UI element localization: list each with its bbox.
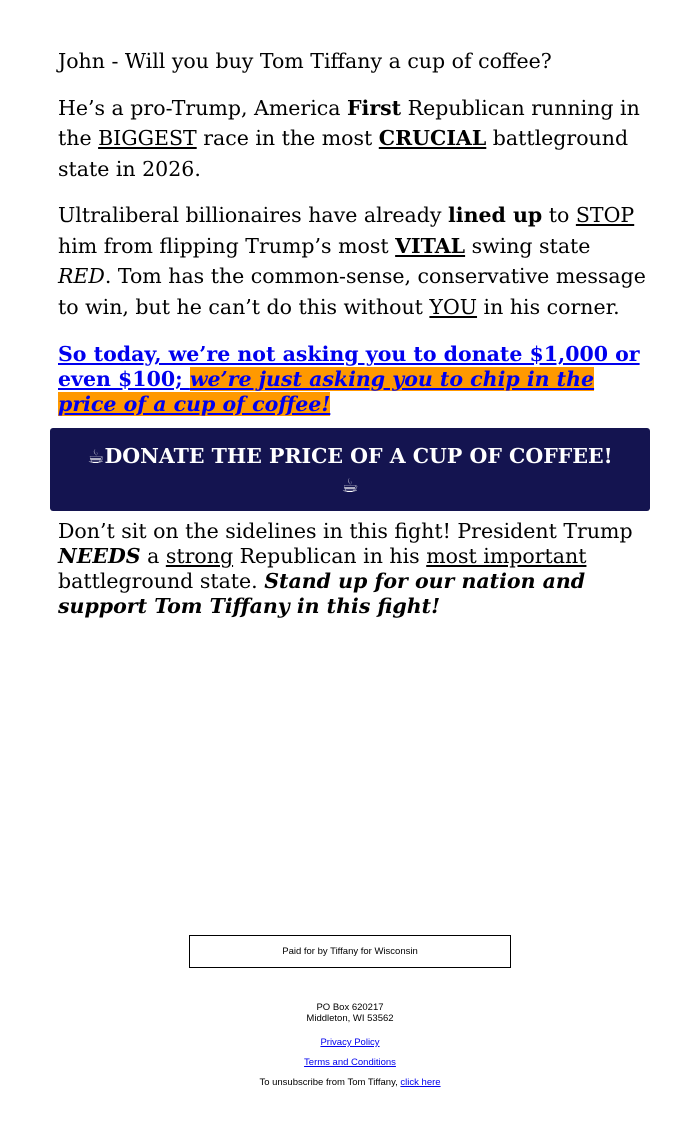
paid-for-disclaimer: Paid for by Tiffany for Wisconsin bbox=[189, 935, 511, 968]
closing-text-1: Don’t sit on the sidelines in this fight! President Trump bbox=[58, 519, 633, 543]
unsubscribe-row bbox=[0, 1077, 700, 1088]
p1-first: First bbox=[346, 95, 402, 120]
greeting: John - Will you buy Tom Tiffany a cup of coffee? bbox=[58, 49, 552, 73]
closing-paragraph bbox=[58, 519, 648, 619]
coffee-ask-link[interactable] bbox=[58, 342, 648, 417]
p2-stop: STOP bbox=[575, 203, 635, 227]
closing-text-2: a bbox=[140, 544, 166, 568]
p2-text-2: to bbox=[542, 203, 576, 227]
p2-text-3: him from flipping Trump’s most bbox=[58, 233, 396, 258]
terms-row bbox=[0, 1057, 700, 1068]
p2-text-4: swing state bbox=[465, 233, 591, 258]
closing-most-important: most important bbox=[426, 544, 587, 568]
p2-lined-up: lined up bbox=[448, 203, 543, 227]
unsubscribe-link[interactable]: click here bbox=[400, 1077, 441, 1088]
email-body bbox=[58, 46, 648, 417]
closing-needs: NEEDS bbox=[58, 544, 141, 568]
unsubscribe-text: To unsubscribe from Tom Tiffany, bbox=[259, 1077, 401, 1088]
donate-button-label: DONATE THE PRICE OF A CUP OF COFFEE! bbox=[104, 444, 613, 468]
closing-text-3: Republican in his bbox=[233, 544, 427, 568]
p2-text-1: Ultraliberal billionaires have already bbox=[58, 203, 449, 227]
p2-text-6: in his corner. bbox=[477, 294, 620, 319]
p1-biggest: BIGGEST bbox=[98, 126, 197, 150]
address-line-2: Middleton, WI 53562 bbox=[306, 1013, 394, 1024]
p1-text-4: battleground state in 2026. bbox=[58, 126, 629, 181]
donate-coffee-button[interactable] bbox=[50, 428, 650, 511]
p1-text-1: He’s a pro-Trump, America bbox=[58, 95, 347, 120]
coffee-cup-icon: ☕ bbox=[87, 446, 105, 468]
terms-link[interactable]: Terms and Conditions bbox=[304, 1057, 396, 1068]
p1-text-2: Republican running in the bbox=[58, 95, 640, 150]
closing-text-4: battleground state. bbox=[58, 569, 265, 593]
privacy-policy-link[interactable]: Privacy Policy bbox=[320, 1037, 380, 1048]
closing-strong: strong bbox=[165, 544, 234, 568]
paragraph-1 bbox=[58, 93, 648, 185]
ask-link-highlight: we’re just asking you to chip in the price of a cup of coffee! bbox=[58, 367, 595, 416]
paragraph-2 bbox=[58, 200, 648, 322]
p2-red: RED bbox=[58, 264, 105, 288]
mailing-address bbox=[0, 1002, 700, 1024]
privacy-policy-row bbox=[0, 1037, 700, 1048]
p1-crucial: CRUCIAL bbox=[378, 126, 487, 150]
coffee-cup-icon: ☕ bbox=[341, 475, 359, 497]
ask-link-plain: So today, we’re not asking you to donate $1,000 or even $100; bbox=[58, 342, 640, 391]
address-line-1: PO Box 620217 bbox=[316, 1002, 384, 1013]
closing-stand-up: Stand up for our nation and support Tom Tiffany in this fight! bbox=[58, 569, 586, 618]
p2-vital: VITAL bbox=[395, 233, 466, 258]
p2-you: YOU bbox=[429, 294, 478, 319]
p2-text-5: . Tom has the common-sense, conservative message to win, but he can’t do this without bbox=[58, 264, 646, 319]
p1-text-3: race in the most bbox=[196, 126, 379, 150]
